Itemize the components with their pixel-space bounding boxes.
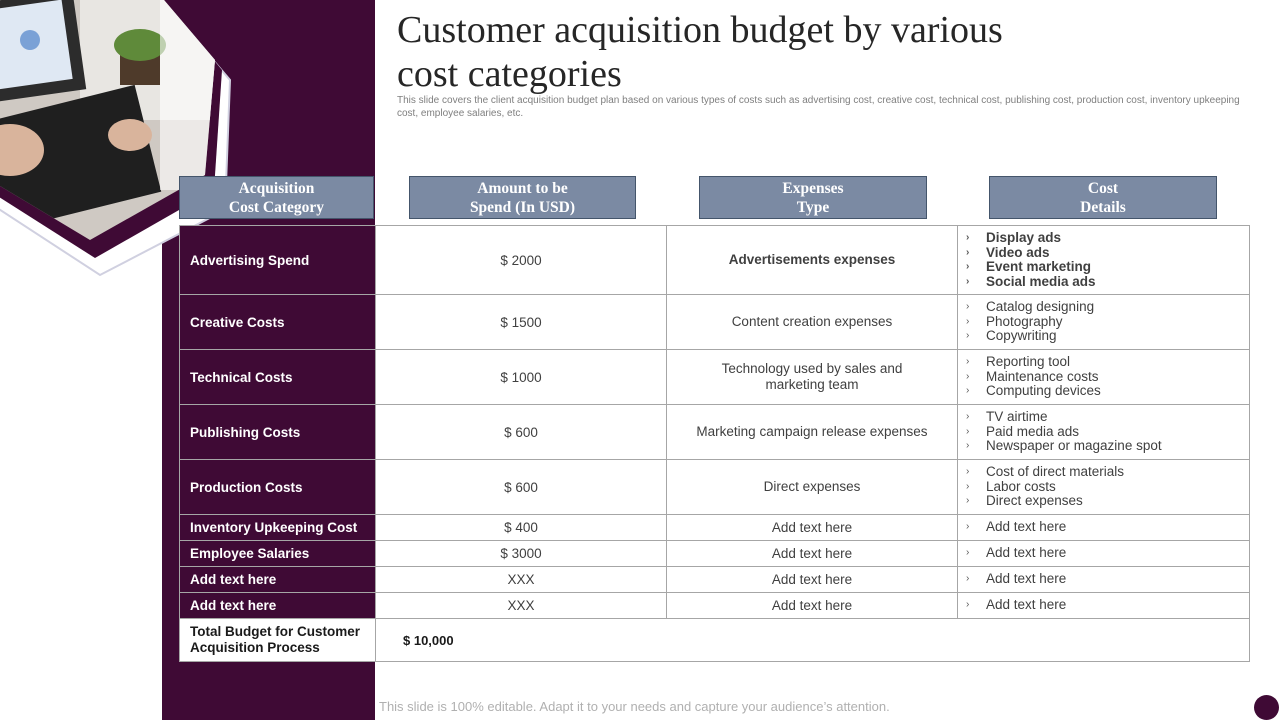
header-cost-details: Cost Details xyxy=(989,176,1217,219)
row-category: Production Costs xyxy=(180,460,376,515)
chevron-right-icon: › xyxy=(966,246,970,258)
row-expense-type: Add text here xyxy=(667,541,958,567)
row-expense-type: Technology used by sales and marketing team xyxy=(667,350,958,405)
chevron-right-icon: › xyxy=(966,495,970,507)
chevron-right-icon: › xyxy=(966,356,970,368)
chevron-right-icon: › xyxy=(966,599,970,611)
row-category: Creative Costs xyxy=(180,295,376,350)
table-row xyxy=(180,515,1250,541)
chevron-right-icon: › xyxy=(966,547,970,559)
table-row xyxy=(180,226,1250,295)
row-cost-details xyxy=(958,405,1250,460)
chevron-right-icon: › xyxy=(966,385,970,397)
row-cost-details xyxy=(958,567,1250,593)
row-expense-type: Content creation expenses xyxy=(667,295,958,350)
row-amount: $ 2000 xyxy=(376,226,667,295)
list-item: › Catalog designing xyxy=(966,299,1095,315)
row-expense-type: Add text here xyxy=(667,515,958,541)
row-amount: $ 1000 xyxy=(376,350,667,405)
total-value: $ 10,000 xyxy=(376,619,1250,662)
row-category: Publishing Costs xyxy=(180,405,376,460)
row-cost-details xyxy=(958,541,1250,567)
table-row xyxy=(180,593,1250,619)
chevron-right-icon: › xyxy=(966,411,970,423)
row-category: Advertising Spend xyxy=(180,226,376,295)
row-category: Add text here xyxy=(180,567,376,593)
list-item: › Newspaper or magazine spot xyxy=(966,438,1162,454)
table-row xyxy=(180,541,1250,567)
list-item: › Add text here xyxy=(966,545,1067,561)
chevron-right-icon: › xyxy=(966,521,970,533)
chevron-right-icon: › xyxy=(966,466,970,478)
table-row xyxy=(180,405,1250,460)
row-expense-type: Direct expenses xyxy=(667,460,958,515)
list-item: › Labor costs xyxy=(966,478,1056,494)
list-item: › Photography xyxy=(966,313,1063,329)
row-cost-details xyxy=(958,350,1250,405)
header-acquisition-cost-category: Acquisition Cost Category xyxy=(179,176,374,219)
chevron-right-icon: › xyxy=(966,480,970,492)
chevron-right-icon: › xyxy=(966,440,970,452)
row-amount: $ 600 xyxy=(376,460,667,515)
row-category: Employee Salaries xyxy=(180,541,376,567)
list-item: › Event marketing xyxy=(966,259,1092,274)
header-expenses-type: Expenses Type xyxy=(699,176,927,219)
chevron-right-icon: › xyxy=(966,573,970,585)
chevron-right-icon: › xyxy=(966,315,970,327)
chevron-right-icon: › xyxy=(966,425,970,437)
list-item: › Reporting tool xyxy=(966,354,1071,370)
row-expense-type: Add text here xyxy=(667,593,958,619)
list-item: › Add text here xyxy=(966,519,1067,535)
row-expense-type: Add text here xyxy=(667,567,958,593)
table-row xyxy=(180,350,1250,405)
list-item: › Direct expenses xyxy=(966,493,1083,509)
row-cost-details xyxy=(958,593,1250,619)
row-amount: $ 3000 xyxy=(376,541,667,567)
row-cost-details xyxy=(958,515,1250,541)
row-category: Technical Costs xyxy=(180,350,376,405)
list-item: › Copywriting xyxy=(966,328,1057,344)
row-amount: XXX xyxy=(376,567,667,593)
row-cost-details xyxy=(958,226,1250,295)
chevron-right-icon: › xyxy=(966,370,970,382)
budget-table xyxy=(179,225,1250,662)
footer-note: This slide is 100% editable. Adapt it to your needs and capture your audience’s attention. xyxy=(379,699,890,714)
page-subtitle: This slide covers the client acquisition budget plan based on various types of costs such as advertising cost, creative cost, technical cost, publishing cost, production cost, inventory upkeeping cost, employee salaries, etc. xyxy=(397,95,1240,119)
corner-circle xyxy=(1254,695,1279,720)
list-item: › Maintenance costs xyxy=(966,368,1099,384)
list-item: › Cost of direct materials xyxy=(966,464,1125,480)
total-label: Total Budget for Customer Acquisition Process xyxy=(180,619,376,662)
row-amount: $ 600 xyxy=(376,405,667,460)
row-cost-details xyxy=(958,295,1250,350)
row-amount: $ 400 xyxy=(376,515,667,541)
list-item: › Social media ads xyxy=(966,273,1096,289)
list-item: › Paid media ads xyxy=(966,423,1080,439)
chevron-right-icon: › xyxy=(966,301,970,313)
page-title: Customer acquisition budget by various cost categories xyxy=(397,9,1003,95)
table-row xyxy=(180,567,1250,593)
row-category: Inventory Upkeeping Cost xyxy=(180,515,376,541)
row-cost-details xyxy=(958,460,1250,515)
list-item: › Computing devices xyxy=(966,383,1101,399)
list-item: › Add text here xyxy=(966,597,1067,613)
row-category: Add text here xyxy=(180,593,376,619)
chevron-right-icon: › xyxy=(966,275,970,287)
row-expense-type: Advertisements expenses xyxy=(667,226,958,295)
list-item: › Display ads xyxy=(966,230,1062,245)
row-expense-type: Marketing campaign release expenses xyxy=(667,405,958,460)
chevron-right-icon: › xyxy=(966,330,970,342)
table-row xyxy=(180,295,1250,350)
list-item: › Add text here xyxy=(966,571,1067,587)
chevron-right-icon: › xyxy=(966,261,970,272)
row-amount: $ 1500 xyxy=(376,295,667,350)
row-amount: XXX xyxy=(376,593,667,619)
chevron-right-icon: › xyxy=(966,232,970,243)
table-row xyxy=(180,460,1250,515)
list-item: › Video ads xyxy=(966,244,1050,260)
header-amount: Amount to be Spend (In USD) xyxy=(409,176,636,219)
list-item: › TV airtime xyxy=(966,409,1048,425)
total-row xyxy=(180,619,1250,662)
